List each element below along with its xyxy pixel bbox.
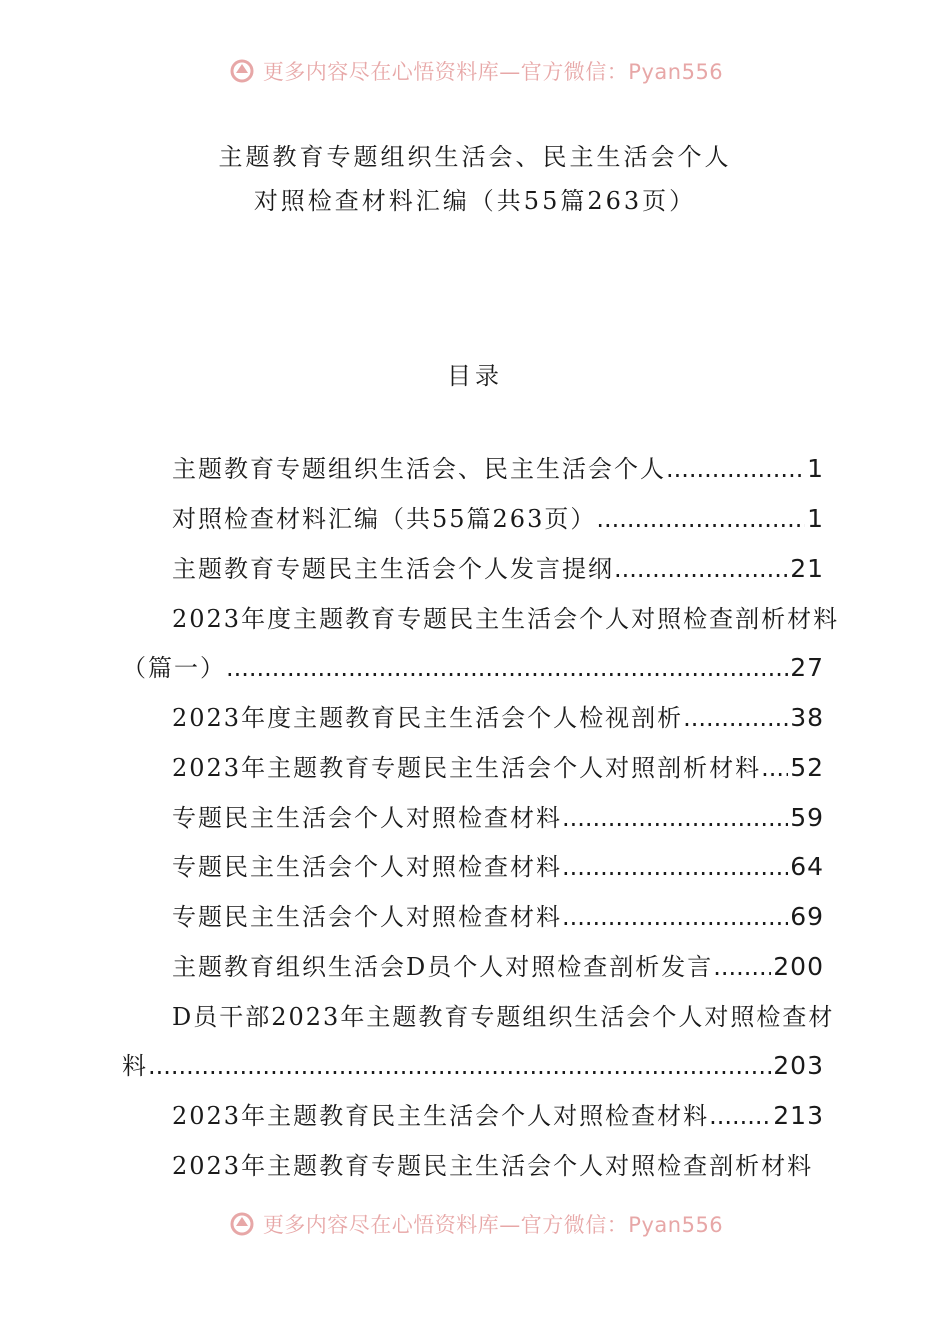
toc-entry[interactable] — [172, 1148, 824, 1184]
toc-entry-page: 59 — [790, 803, 824, 832]
toc-leader-dots — [614, 551, 788, 587]
toc-leader-dots — [562, 849, 788, 885]
toc-entry-page: 1 — [807, 454, 824, 483]
toc-leader-dots — [148, 1048, 771, 1084]
watermark-text: 更多内容尽在心悟资料库—官方微信：Pyan556 — [262, 60, 724, 84]
toc-entry-page: 21 — [790, 554, 824, 583]
toc-entry-title: 专题民主生活会个人对照检查材料 — [172, 804, 562, 832]
toc-leader-dots — [596, 501, 805, 537]
watermark-footer — [0, 1210, 950, 1238]
toc-entry[interactable] — [172, 849, 824, 885]
toc-leader-dots — [713, 949, 771, 985]
brand-logo-icon — [227, 1211, 257, 1237]
toc-entry[interactable] — [172, 800, 824, 836]
document-title-line-1: 主题教育专题组织生活会、民主生活会个人 — [218, 143, 732, 171]
toc-entry-continuation[interactable] — [122, 1048, 824, 1084]
toc-entry-page: 1 — [807, 504, 824, 533]
toc-entry-title: 对照检查材料汇编（共55篇263页） — [172, 505, 597, 533]
toc-entry-title: 2023年度主题教育专题民主生活会个人对照检查剖析材料 — [172, 605, 840, 633]
toc-entry[interactable] — [172, 700, 824, 736]
toc-leader-dots — [761, 750, 788, 786]
toc-entry-page: 203 — [773, 1051, 824, 1080]
toc-entry-page: 38 — [790, 703, 824, 732]
toc-entry-title: 2023年主题教育专题民主生活会个人对照检查剖析材料 — [172, 1152, 814, 1180]
toc-entry-title: 2023年主题教育专题民主生活会个人对照剖析材料 — [172, 754, 762, 782]
toc-entry-title-continued: 料 — [122, 1052, 148, 1080]
toc-entry-title: 2023年度主题教育民主生活会个人检视剖析 — [172, 704, 684, 732]
toc-entry[interactable] — [172, 750, 824, 786]
toc-entry[interactable] — [172, 1098, 824, 1134]
toc-heading: 目录 — [447, 362, 503, 390]
toc-entry[interactable] — [172, 551, 824, 587]
toc-entry-page: 200 — [773, 952, 824, 981]
toc-entry-page: 69 — [790, 902, 824, 931]
toc-entry[interactable] — [172, 999, 835, 1035]
toc-entry-title: 主题教育专题民主生活会个人发言提纲 — [172, 555, 614, 583]
toc-entry-title: 专题民主生活会个人对照检查材料 — [172, 903, 562, 931]
toc-leader-dots — [562, 800, 788, 836]
toc-entry-title: 主题教育专题组织生活会、民主生活会个人 — [172, 455, 666, 483]
toc-entry-title-continued: （篇一） — [122, 654, 226, 682]
toc-entry-page: 27 — [790, 653, 824, 682]
toc-entry-page: 64 — [790, 852, 824, 881]
toc-entry[interactable] — [172, 949, 824, 985]
toc-entry-page: 52 — [790, 753, 824, 782]
toc-leader-dots — [562, 899, 788, 935]
toc-entry[interactable] — [172, 601, 840, 637]
toc-entry-continuation[interactable] — [122, 650, 824, 686]
toc-leader-dots — [226, 650, 788, 686]
toc-leader-dots — [683, 700, 788, 736]
document-title-line-2: 对照检查材料汇编（共55篇263页） — [253, 187, 697, 215]
toc-entry[interactable] — [172, 899, 824, 935]
toc-leader-dots — [666, 451, 805, 487]
toc-entry-page: 213 — [773, 1101, 824, 1130]
toc-entry[interactable] — [172, 451, 824, 487]
toc-entry[interactable] — [172, 501, 824, 537]
toc-entry-title: 专题民主生活会个人对照检查材料 — [172, 853, 562, 881]
watermark-text: 更多内容尽在心悟资料库—官方微信：Pyan556 — [262, 1213, 724, 1237]
toc-entry-title: 主题教育组织生活会D员个人对照检查剖析发言 — [172, 953, 714, 981]
toc-entry-title: D员干部2023年主题教育专题组织生活会个人对照检查材 — [172, 1003, 835, 1031]
toc-leader-dots — [709, 1098, 771, 1134]
toc-entry-title: 2023年主题教育民主生活会个人对照检查材料 — [172, 1102, 710, 1130]
